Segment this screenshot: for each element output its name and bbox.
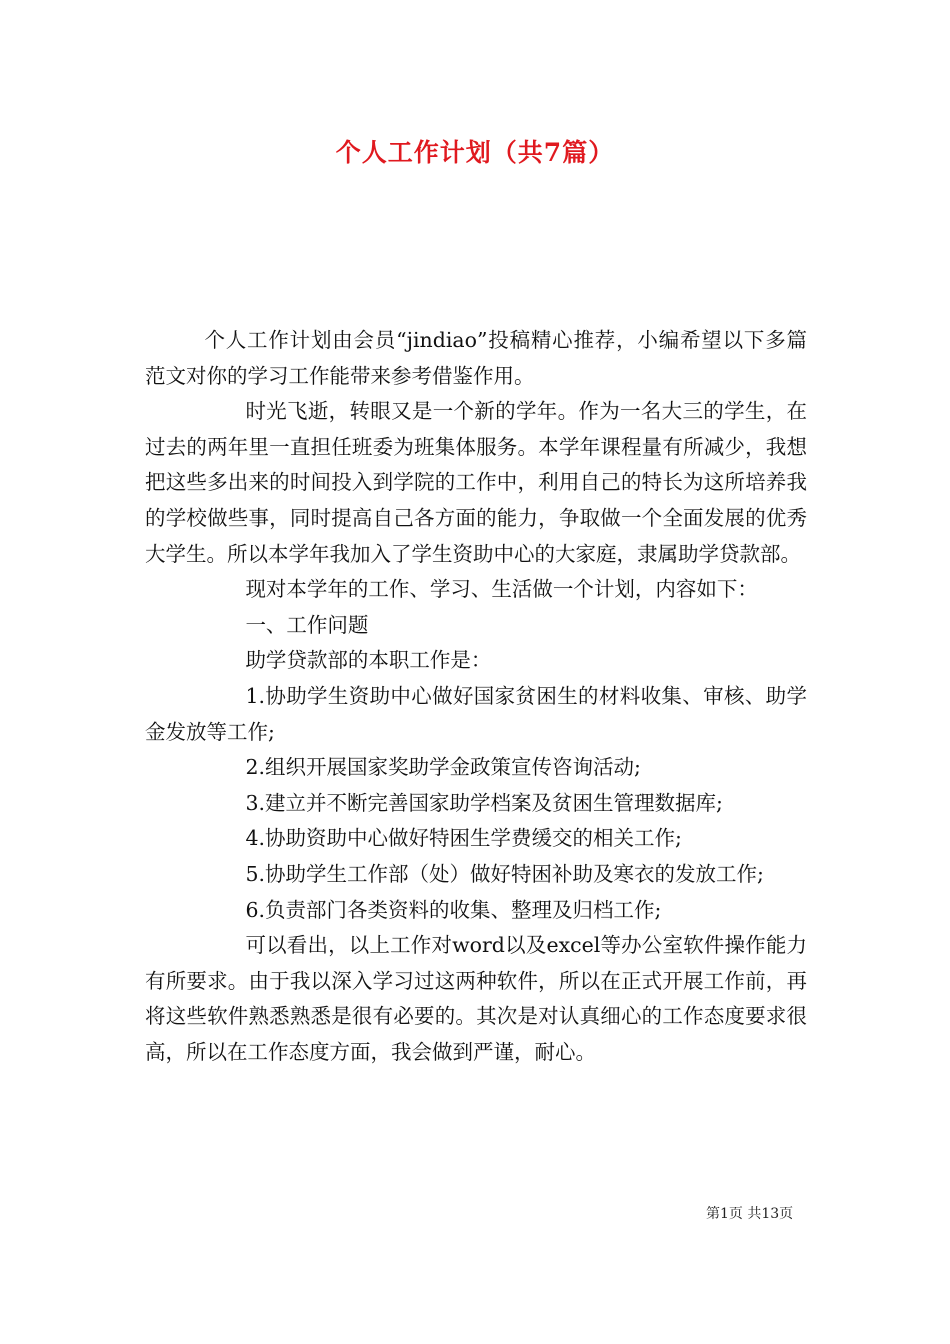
paragraph-intro: 个人工作计划由会员“jindiao”投稿精心推荐，小编希望以下多篇范文对你的学习工作能带来参考借鉴作用。 <box>145 328 807 388</box>
list-item-6: 6.负责部门各类资料的收集、整理及归档工作; <box>245 897 662 922</box>
document-body <box>145 323 807 1070</box>
paragraph-3: 助学贷款部的本职工作是： <box>245 648 492 673</box>
page-footer: 第1页 共13页 <box>706 1206 794 1222</box>
list-item-4: 4.协助资助中心做好特困生学费缓交的相关工作; <box>245 826 682 851</box>
paragraph-4: 可以看出，以上工作对word以及excel等办公室软件操作能力有所要求。由于我以深入学习过这两种软件，所以在正式开展工作前，再将这些软件熟悉熟悉是很有必要的。其次是对认真细心的工作态度要求很高，所以在工作态度方面，我会做到严谨，耐心。 <box>145 933 807 1064</box>
document-title: 个人工作计划（共7篇） <box>335 138 615 167</box>
list-item-3: 3.建立并不断完善国家助学档案及贫困生管理数据库; <box>245 790 723 815</box>
list-item-2: 2.组织开展国家奖助学金政策宣传咨询活动; <box>245 755 641 780</box>
list-item-5: 5.协助学生工作部（处）做好特困补助及寒衣的发放工作; <box>245 861 764 886</box>
list-item-1: 1.协助学生资助中心做好国家贫困生的材料收集、审核、助学金发放等工作; <box>145 683 807 744</box>
section-heading: 一、工作问题 <box>245 612 369 637</box>
paragraph-2: 现对本学年的工作、学习、生活做一个计划，内容如下： <box>245 577 758 602</box>
paragraph-1: 时光飞逝，转眼又是一个新的学年。作为一名大三的学生，在过去的两年里一直担任班委为班集体服务。本学年课程量有所减少，我想把这些多出来的时间投入到学院的工作中，利用自己的特长为这所培养我的学校做些事，同时提高自己各方面的能力，争取做一个全面发展的优秀大学生。所以本学年我加入了学生资助中心的大家庭，隶属助学贷款部。 <box>145 399 807 566</box>
